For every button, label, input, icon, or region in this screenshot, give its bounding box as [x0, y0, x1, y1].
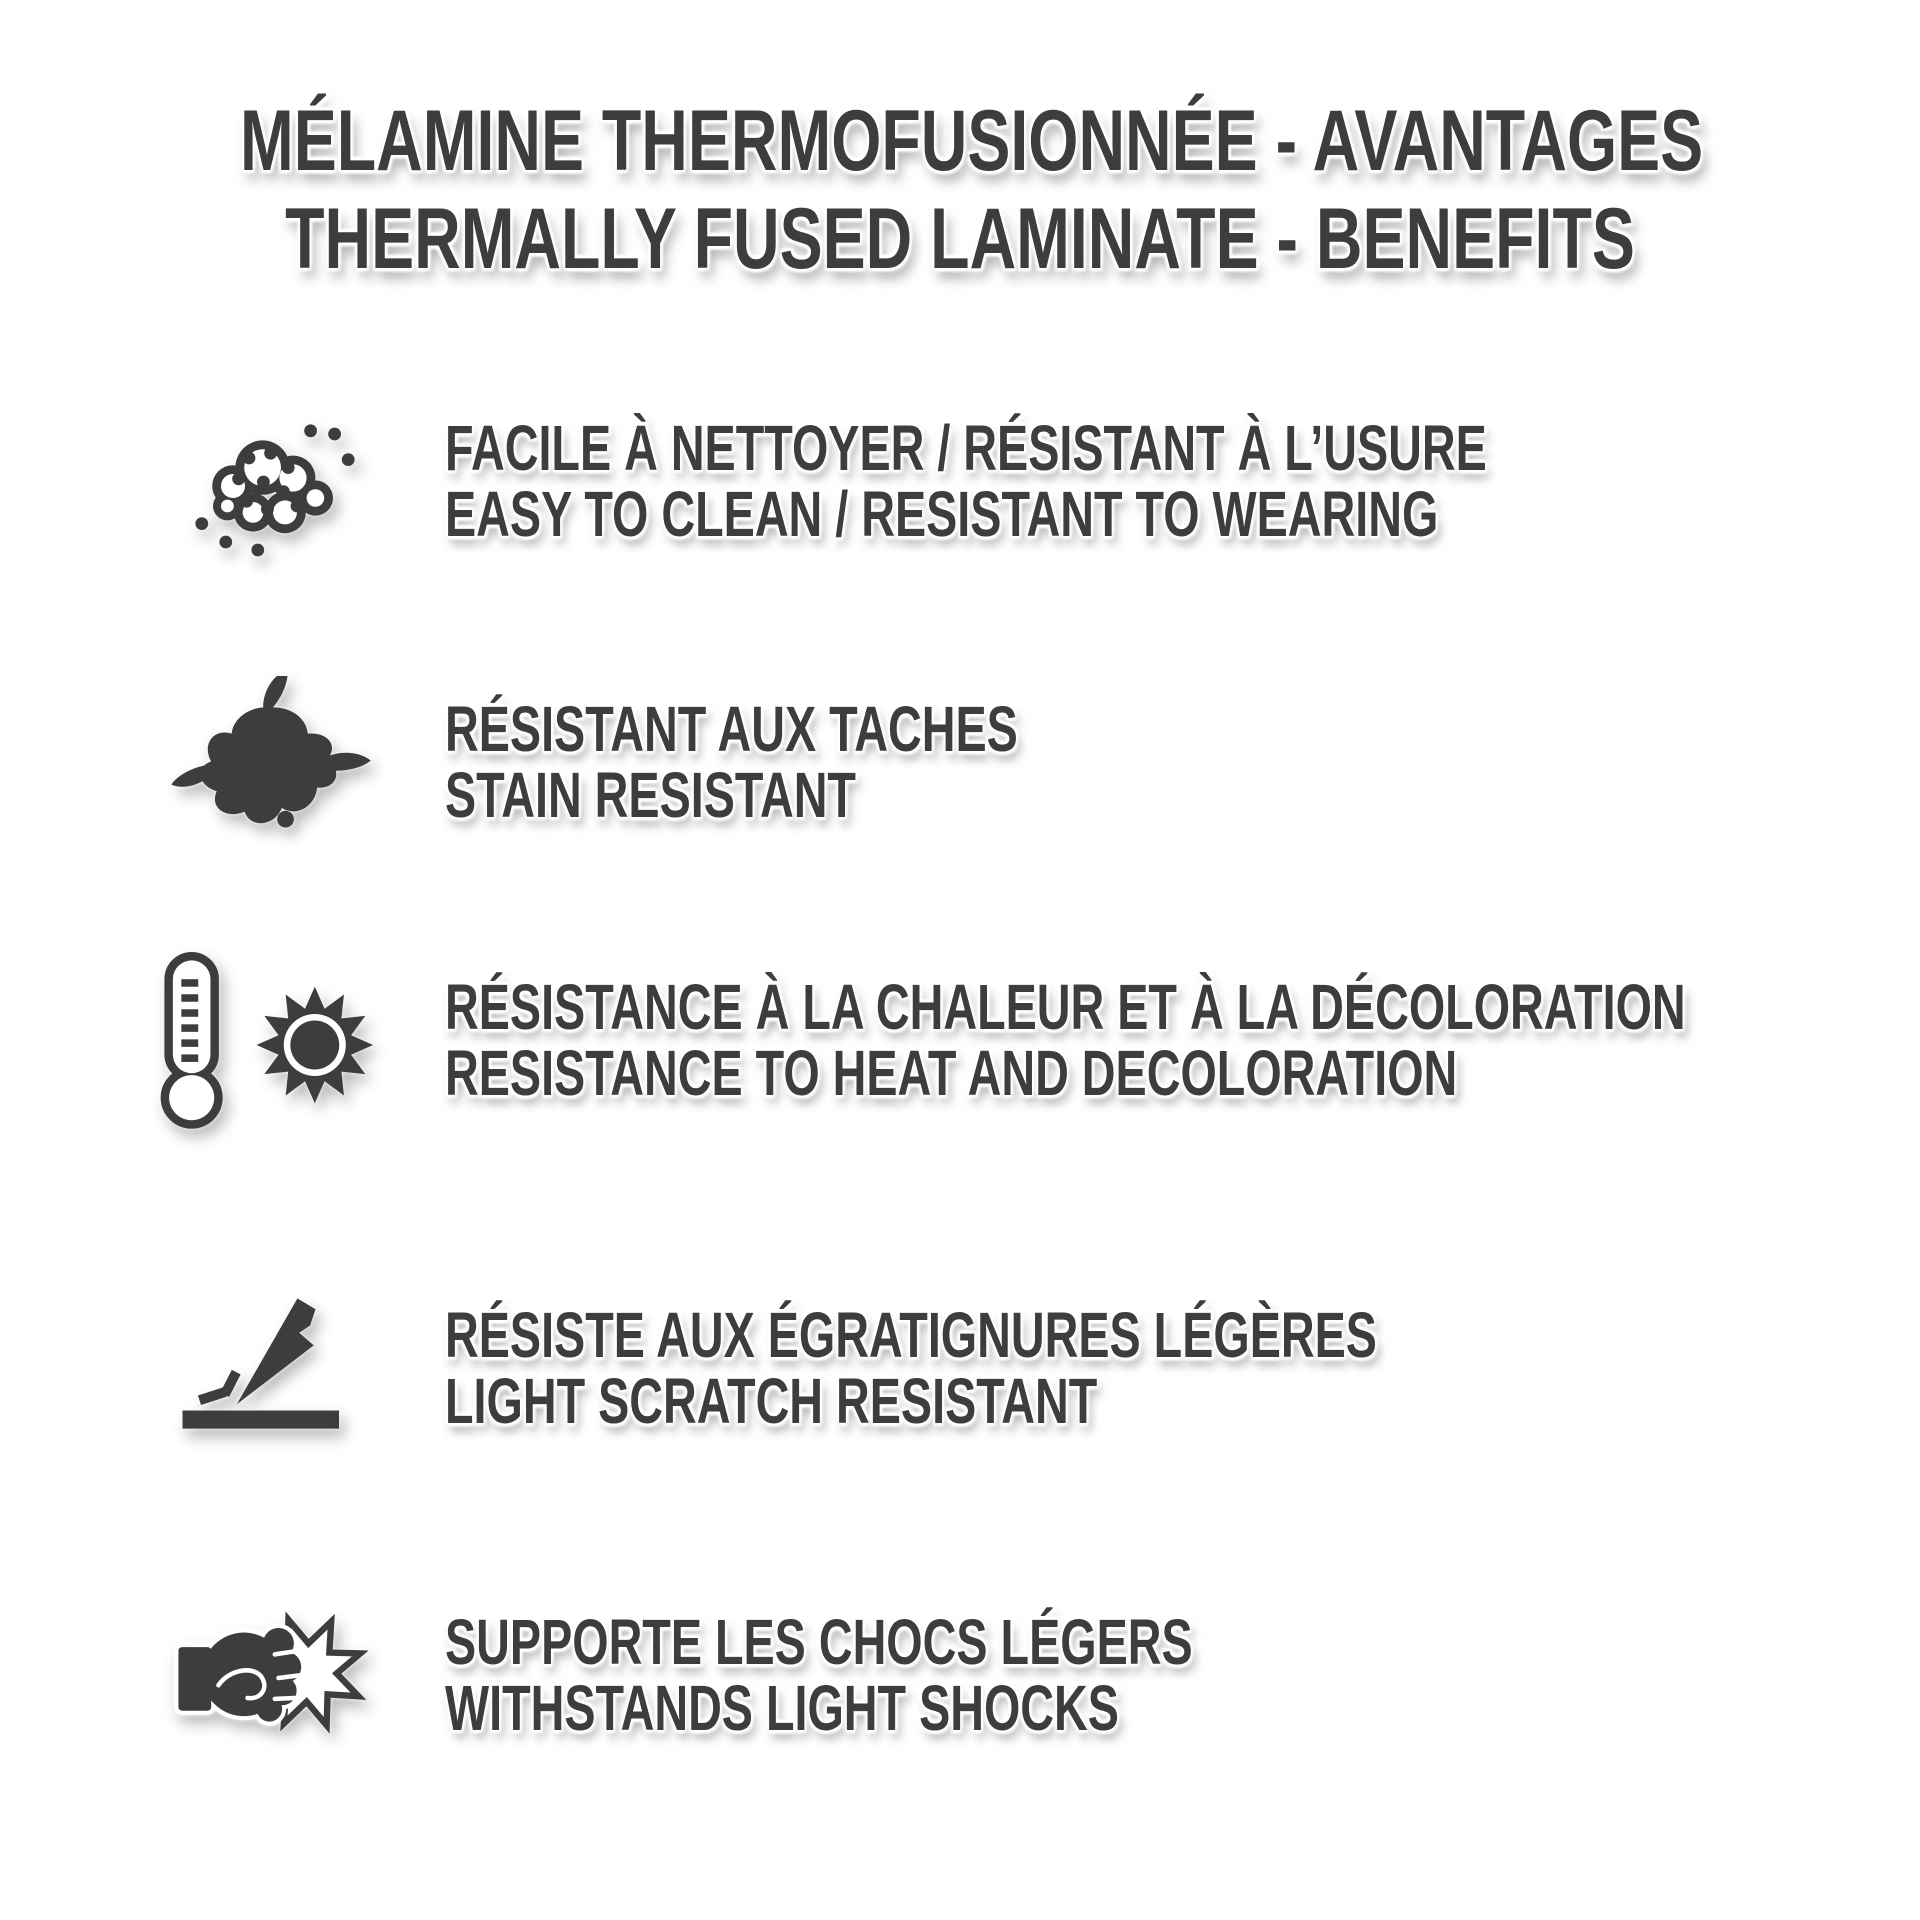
benefit-text-fr: RÉSISTANCE À LA CHALEUR ET À LA DÉCOLORATION: [445, 971, 1686, 1043]
benefit-text-en: RESISTANCE TO HEAT AND DECOLORATION: [445, 1037, 1458, 1109]
benefit-text-fr: FACILE À NETTOYER / RÉSISTANT À L’USURE: [445, 412, 1487, 484]
stain-splat-icon: [150, 676, 395, 848]
benefit-row-easy-to-clean: [150, 381, 1872, 581]
thermometer-sun-icon: [150, 951, 395, 1139]
title-line-en: THERMALLY FUSED LAMINATE - BENEFITS: [285, 191, 1635, 287]
benefit-text-en: WITHSTANDS LIGHT SHOCKS: [445, 1672, 1119, 1744]
benefit-text-en: EASY TO CLEAN / RESISTANT TO WEARING: [445, 478, 1439, 550]
benefit-text: [445, 412, 1872, 550]
title-line-fr: MÉLAMINE THERMOFUSIONNÉE - AVANTAGES: [240, 93, 1704, 189]
benefit-text: [445, 971, 1920, 1109]
benefit-text: [445, 693, 1230, 831]
scratch-blade-icon: [150, 1291, 395, 1445]
benefit-text: [445, 1299, 1722, 1437]
benefit-text-en: STAIN RESISTANT: [445, 759, 856, 831]
page-title: [0, 92, 1920, 288]
benefit-row-stain-resistant: [150, 662, 1230, 862]
benefit-text-fr: RÉSISTANT AUX TACHES: [445, 693, 1018, 765]
benefit-text: [445, 1606, 1469, 1744]
benefit-row-scratch-resistant: [150, 1268, 1722, 1468]
crumbs-dust-icon: [150, 413, 395, 571]
benefit-text-en: LIGHT SCRATCH RESISTANT: [445, 1365, 1098, 1437]
benefit-text-fr: SUPPORTE LES CHOCS LÉGERS: [445, 1606, 1193, 1678]
benefit-row-heat-resistant: [150, 940, 1920, 1140]
fist-impact-icon: [150, 1596, 395, 1760]
benefit-text-fr: RÉSISTE AUX ÉGRATIGNURES LÉGÈRES: [445, 1299, 1377, 1371]
benefit-row-shock-resistant: [150, 1575, 1469, 1775]
